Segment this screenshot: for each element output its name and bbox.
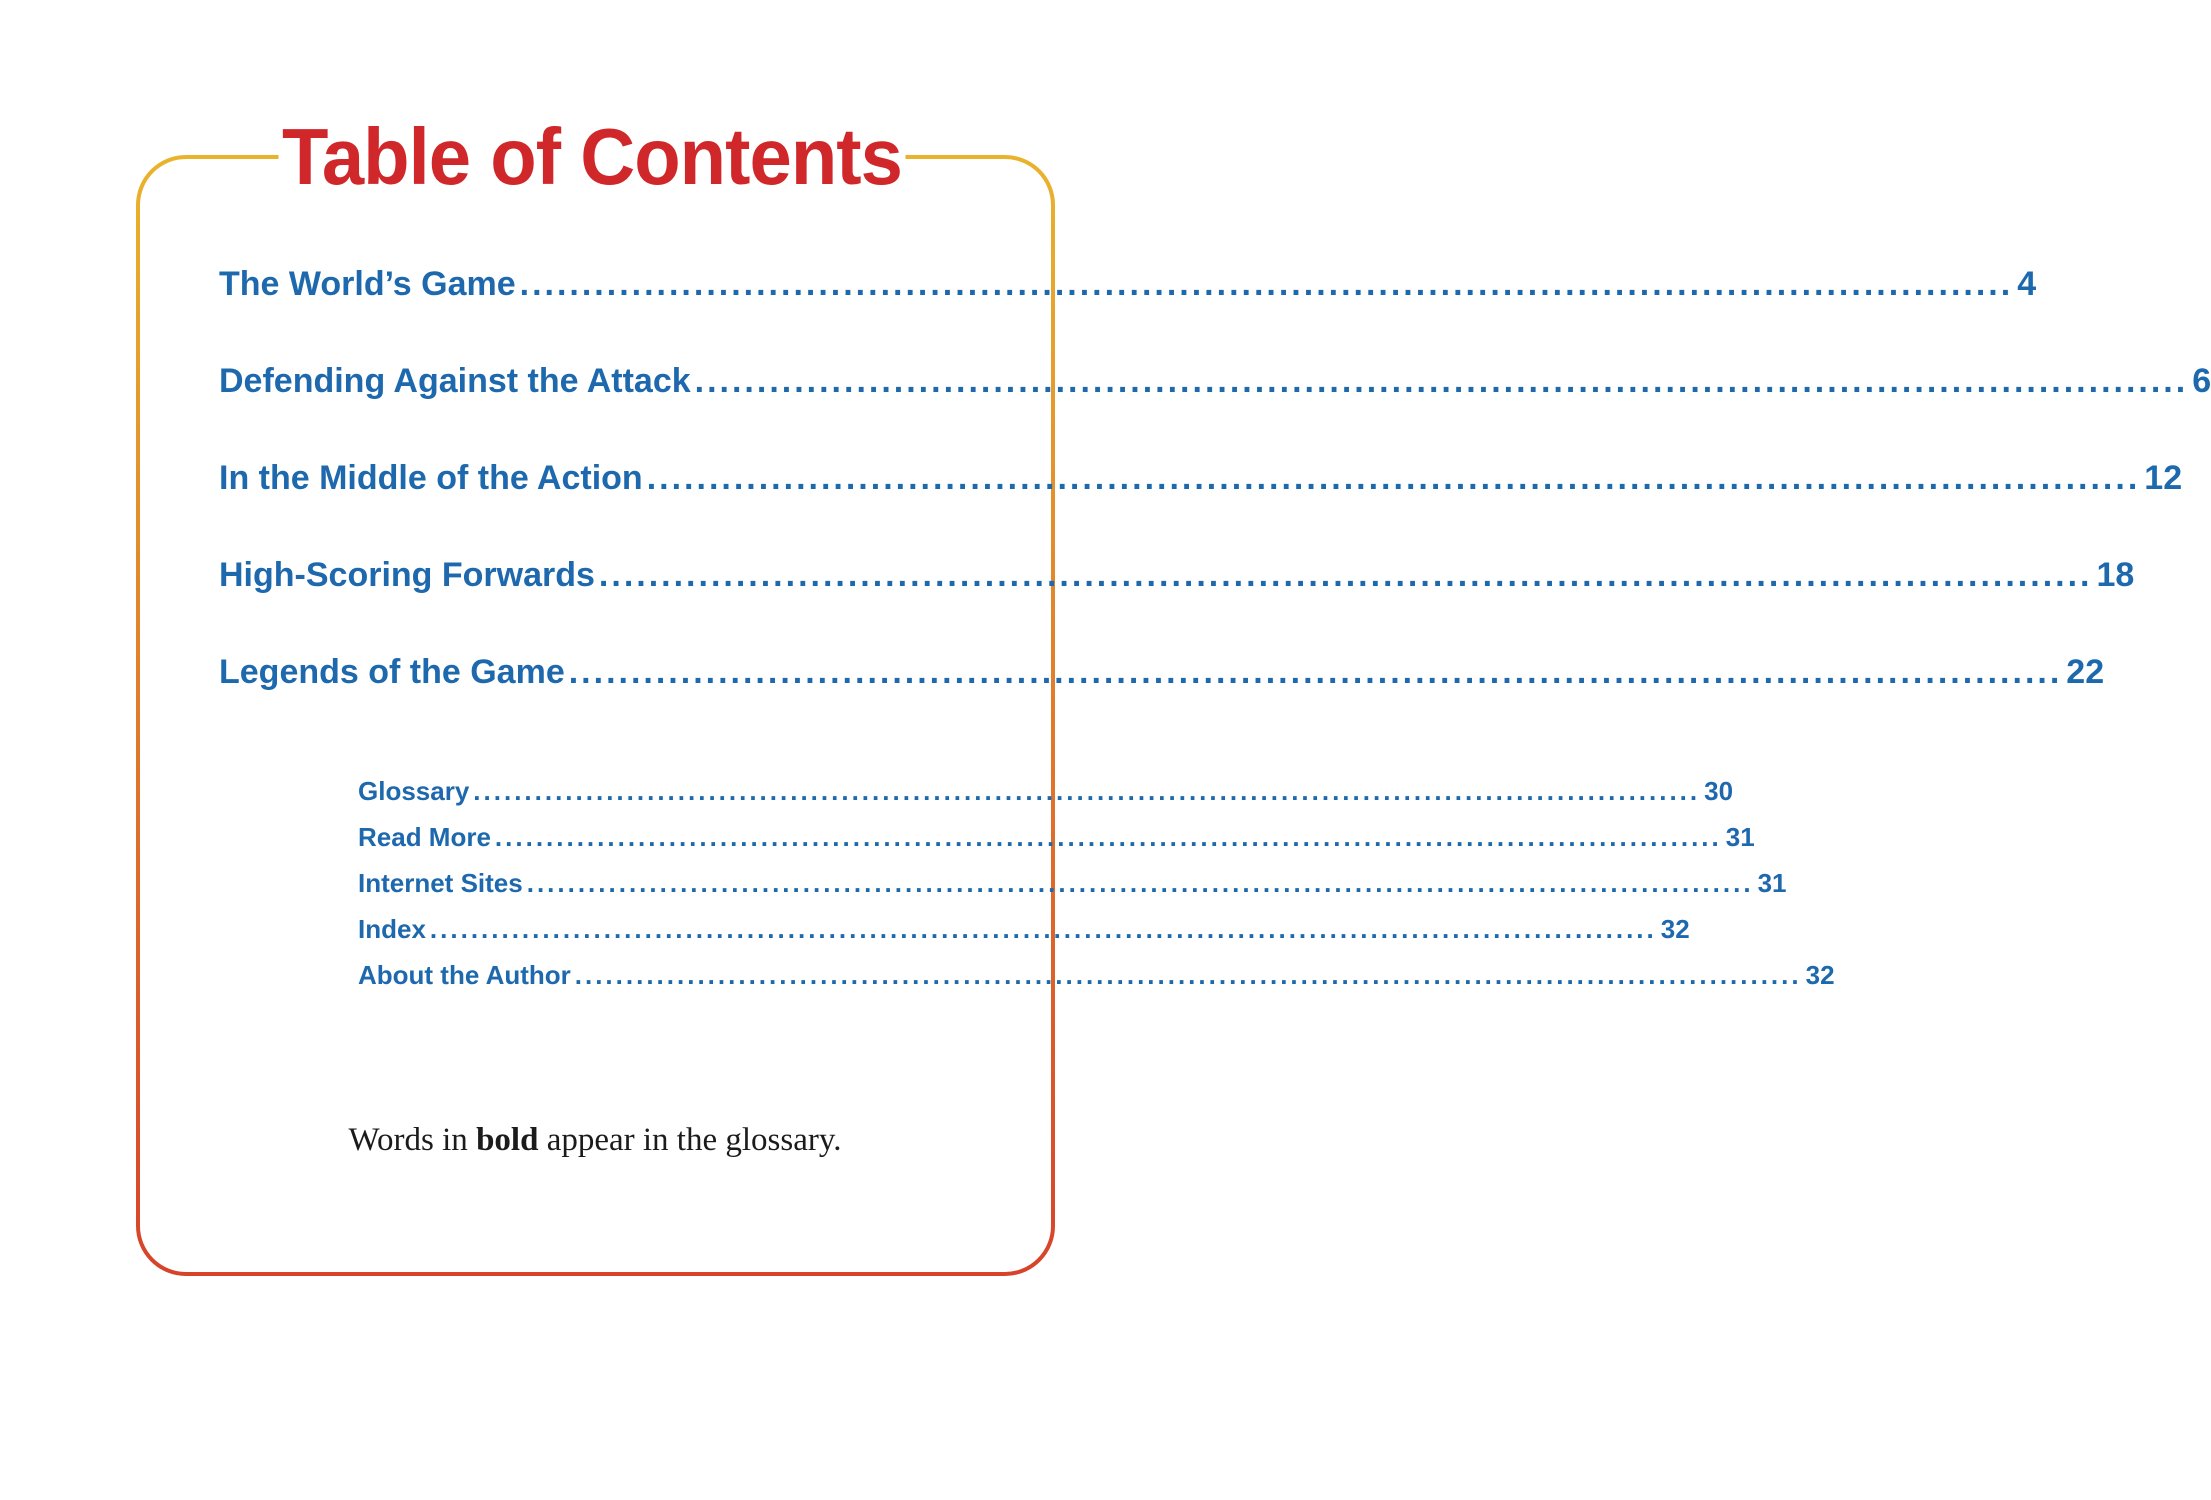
entry-page-number: 31 — [1757, 868, 1787, 898]
chapter-entry — [219, 456, 2183, 500]
entry-page-number: 18 — [2096, 556, 2135, 594]
entry-page-number: 12 — [2144, 459, 2183, 497]
entry-title: Internet Sites — [358, 868, 523, 898]
page-title: Table of Contents — [279, 112, 906, 202]
entry-page-number: 4 — [2017, 265, 2037, 303]
dot-leader: ........................................................................................................................ — [646, 459, 2141, 497]
entry-title: Index — [358, 914, 426, 944]
entry-title: In the Middle of the Action — [219, 459, 643, 497]
entry-title: The World’s Game — [219, 265, 516, 303]
dot-leader: ........................................................................................................................ — [526, 868, 1754, 898]
entry-title: Glossary — [358, 776, 470, 806]
dot-leader: ........................................................................................................................ — [574, 960, 1802, 990]
entry-title: Defending Against the Attack — [219, 362, 691, 400]
entry-page-number: 32 — [1805, 960, 1835, 990]
chapter-entry — [219, 262, 2037, 306]
entry-page-number: 6 — [2192, 362, 2211, 400]
entry-title: About the Author — [358, 960, 571, 990]
dot-leader: ........................................................................................................................ — [598, 556, 2093, 594]
entry-title: Legends of the Game — [219, 653, 565, 691]
entry-title: High-Scoring Forwards — [219, 556, 595, 594]
dot-leader: ........................................................................................................................ — [494, 822, 1722, 852]
chapter-entry — [219, 359, 2211, 403]
dot-leader: ........................................................................................................................ — [473, 776, 1701, 806]
back-matter-entry — [358, 820, 1755, 854]
chapter-entry — [219, 650, 2105, 694]
entry-page-number: 22 — [2066, 653, 2105, 691]
back-matter-entry — [358, 774, 1734, 808]
dot-leader: ........................................................................................................................ — [429, 914, 1657, 944]
dot-leader: ........................................................................................................................ — [694, 362, 2189, 400]
glossary-note — [0, 1122, 1190, 1159]
dot-leader: ........................................................................................................................ — [519, 265, 2014, 303]
back-matter-entry — [358, 958, 1835, 992]
glossary-note-after: appear in the glossary. — [546, 1122, 842, 1158]
entry-title: Read More — [358, 822, 491, 852]
entry-page-number: 32 — [1660, 914, 1690, 944]
entry-page-number: 31 — [1725, 822, 1755, 852]
glossary-note-before: Words in — [348, 1122, 468, 1158]
back-matter-entry — [358, 912, 1690, 946]
dot-leader: ........................................................................................................................ — [568, 653, 2063, 691]
back-matter-entry — [358, 866, 1787, 900]
glossary-note-bold-word: bold — [476, 1122, 539, 1158]
chapter-entry — [219, 553, 2135, 597]
entry-page-number: 30 — [1704, 776, 1734, 806]
